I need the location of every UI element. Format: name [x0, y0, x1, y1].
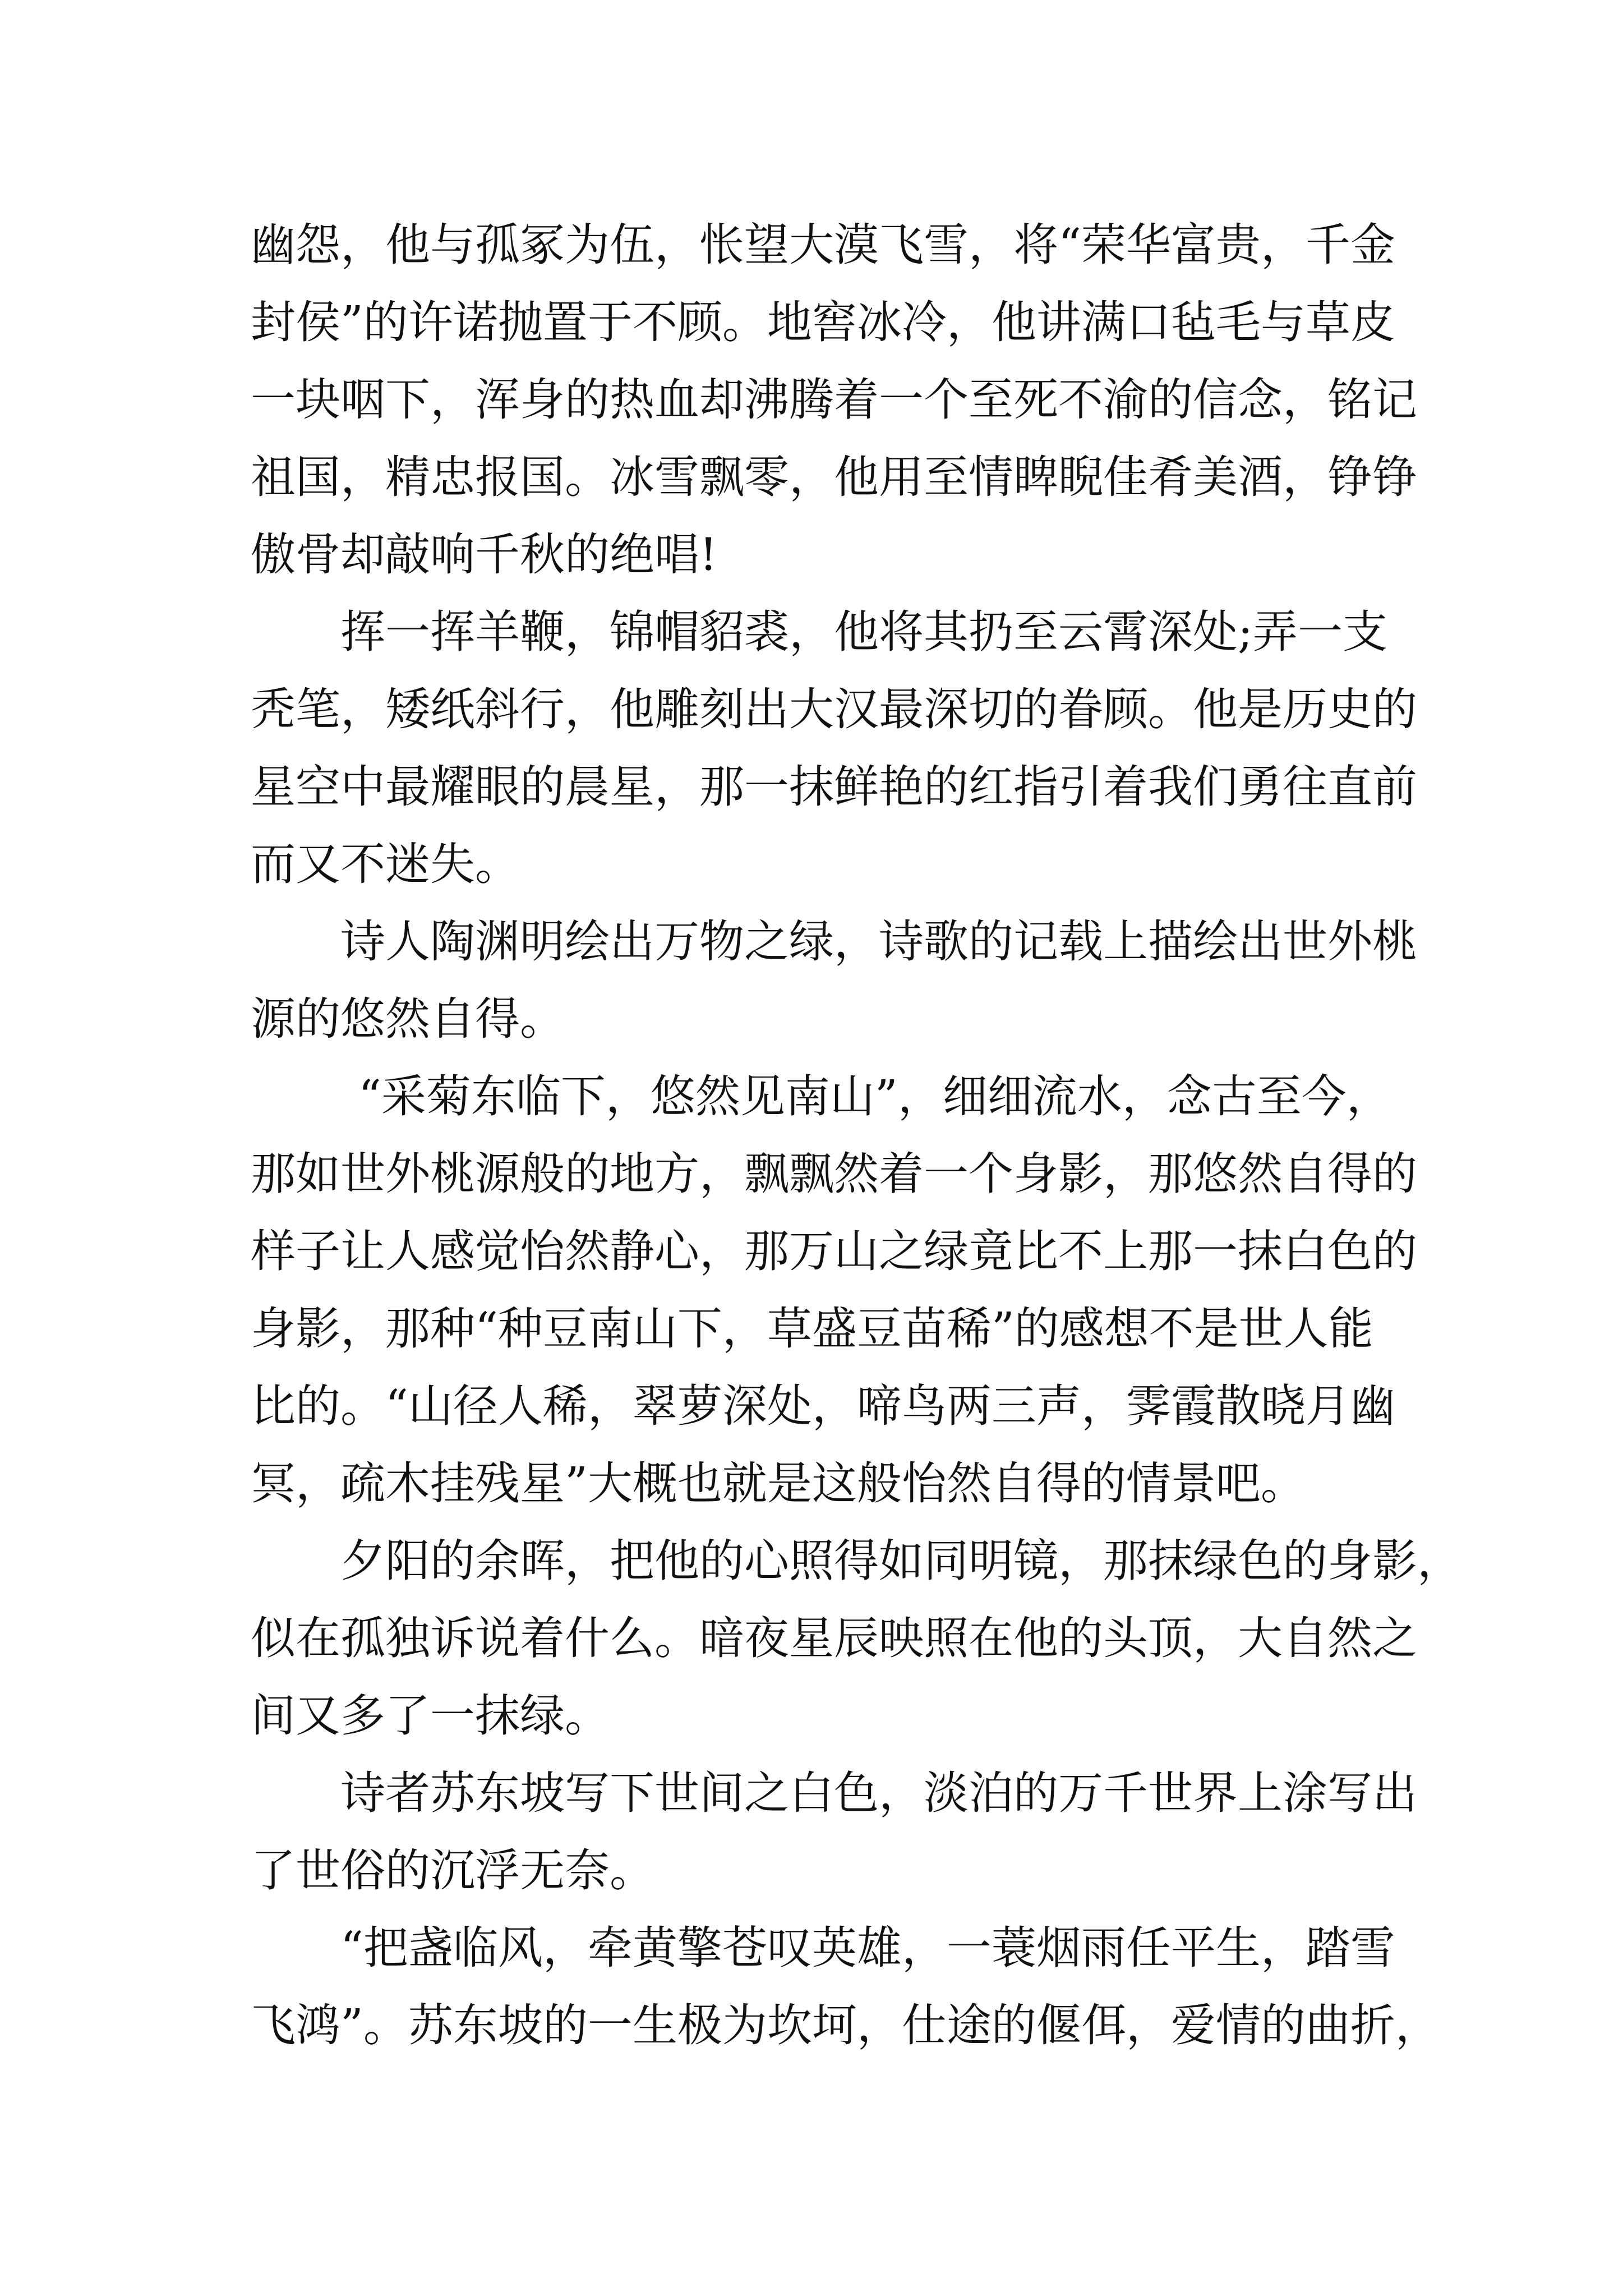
text-line: 傲骨却敲响千秋的绝唱!: [251, 528, 718, 581]
text-line: 而又不迷失。: [251, 838, 520, 890]
text-line: 了世俗的沉浮无奈。: [251, 1844, 654, 1897]
text-line: 比的。“山径人稀，翠萝深处，啼鸟两三声，霁霞散晓月幽: [251, 1380, 1395, 1432]
text-line: 幽怨，他与孤冢为伍，怅望大漠飞雪，将“荣华富贵，千金: [251, 219, 1395, 271]
text-line: 飞鸿”。苏东坡的一生极为坎坷，仕途的偃佴，爱情的曲折，: [251, 1999, 1440, 2051]
text-line: 样子让人感觉怡然静心，那万山之绿竟比不上那一抹白色的: [251, 1225, 1417, 1277]
paragraph-first-line: 夕阳的余晖，把他的心照得如同明镜，那抹绿色的身影，: [340, 1535, 1462, 1587]
paragraph-first-line: “采菊东临下，悠然见南山”，细细流水，念古至今，: [358, 1070, 1391, 1122]
text-line: 源的悠然自得。: [251, 993, 565, 1045]
paragraph-first-line: “把盏临风，牵黄擎苍叹英雄，一蓑烟雨任平生，踏雪: [340, 1922, 1395, 1974]
text-line: 那如世外桃源般的地方，飘飘然着一个身影，那悠然自得的: [251, 1148, 1417, 1200]
text-line: 祖国，精忠报国。冰雪飘零，他用至情睥睨佳肴美酒，铮铮: [251, 451, 1417, 503]
paragraph-first-line: 挥一挥羊鞭，锦帽貂裘，他将其扔至云霄深处;弄一支: [340, 606, 1387, 658]
text-line: 秃笔，矮纸斜行，他雕刻出大汉最深切的眷顾。他是历史的: [251, 683, 1417, 735]
text-line: 星空中最耀眼的晨星，那一抹鲜艳的红指引着我们勇往直前: [251, 761, 1417, 813]
paragraph-first-line: 诗人陶渊明绘出万物之绿，诗歌的记载上描绘出世外桃: [340, 915, 1417, 968]
text-line: 封侯”的许诺抛置于不顾。地窖冰冷，他讲满口毡毛与草皮: [251, 296, 1395, 348]
text-line: 一块咽下，浑身的热血却沸腾着一个至死不渝的信念，铭记: [251, 374, 1417, 426]
text-line: 冥，疏木挂残星”大概也就是这般怡然自得的情景吧。: [251, 1457, 1306, 1510]
paragraph-first-line: 诗者苏东坡写下世间之白色，淡泊的万千世界上涂写出: [340, 1767, 1417, 1819]
essay-text-body: [251, 206, 1462, 2064]
text-line: 身影，那种“种豆南山下，草盛豆苗稀”的感想不是世人能: [251, 1303, 1373, 1355]
text-line: 间又多了一抹绿。: [251, 1690, 610, 1742]
text-line: 似在孤独诉说着什么。暗夜星辰映照在他的头顶，大自然之: [251, 1612, 1417, 1664]
